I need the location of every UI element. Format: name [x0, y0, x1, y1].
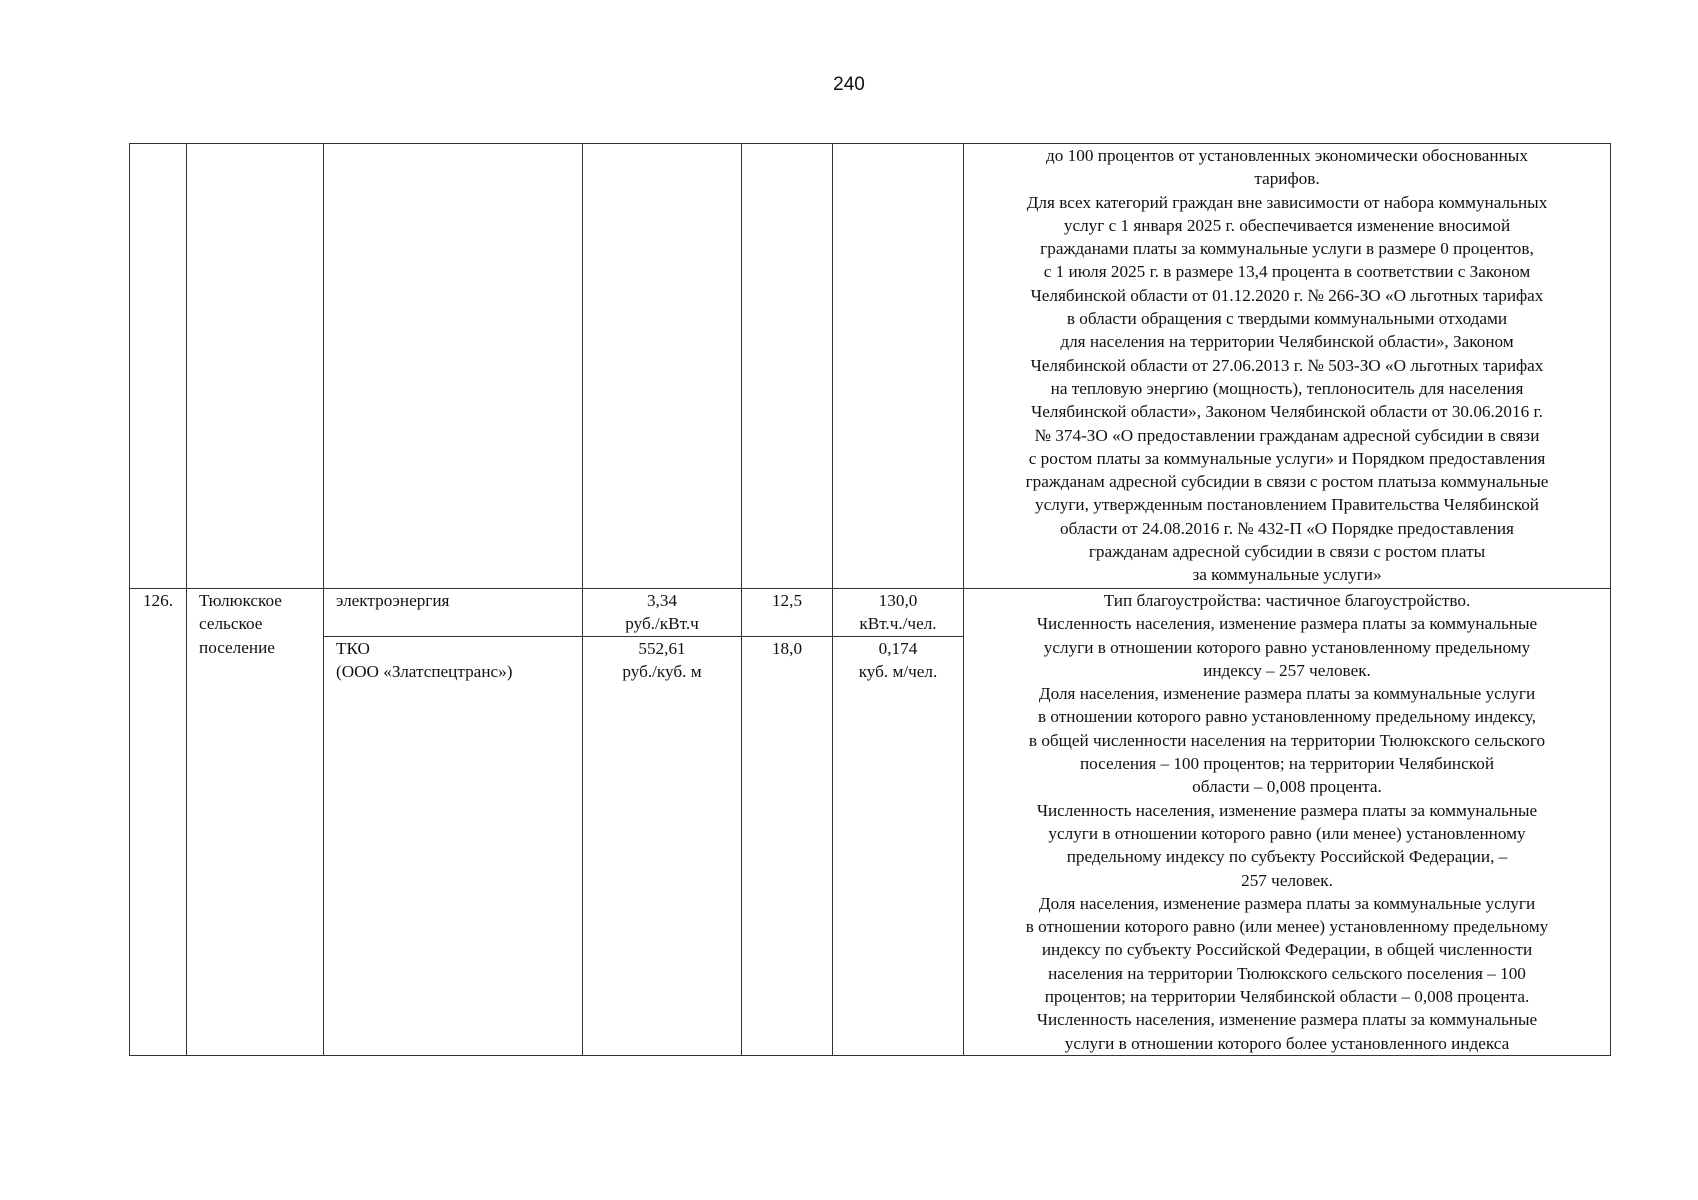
desc-line: № 374-ЗО «О предоставлении гражданам адресной субсидии в связи — [1034, 425, 1540, 445]
cont-norm-cell — [833, 144, 964, 589]
desc-line: для населения на территории Челябинской области», Законом — [1060, 332, 1514, 352]
service-index-cell — [742, 636, 833, 1055]
desc-line: за коммунальные услуги» — [1192, 565, 1382, 585]
service-name-cell — [324, 636, 583, 1055]
table-row-126 — [130, 589, 1611, 637]
desc-line: Численность населения, изменение размера платы за коммунальные — [1036, 800, 1538, 820]
row-number-cell — [130, 589, 187, 1056]
service-provider: (ООО «Златспецтранс») — [336, 661, 513, 681]
desc-line: услуг с 1 января 2025 г. обеспечивается изменение вносимой — [1063, 215, 1511, 235]
desc-line: в отношении которого равно установленному предельному индексу, — [1037, 707, 1537, 727]
norm-value: 130,0 — [878, 591, 918, 610]
tariff-value: 552,61 — [638, 638, 686, 658]
index-value: 18,0 — [771, 638, 803, 658]
desc-line: в общей численности населения на территории Тюлюкского сельского — [1028, 730, 1546, 750]
desc-line: услуги в отношении которого равно (или менее) установленному — [1048, 823, 1526, 843]
settlement-name-line: поселение — [199, 637, 275, 657]
row-number: 126. — [142, 591, 174, 610]
service-tariff-cell — [583, 589, 742, 637]
desc-line: Челябинской области от 27.06.2013 г. № 503-ЗО «О льготных тарифах — [1030, 355, 1544, 375]
desc-line: тарифов. — [1254, 169, 1320, 189]
page-number: 240 — [833, 74, 865, 95]
cont-name-cell — [187, 144, 324, 589]
tariff-unit: руб./кВт.ч — [625, 614, 699, 634]
desc-line: Челябинской области», Законом Челябинской области от 30.06.2016 г. — [1031, 402, 1543, 422]
desc-line: до 100 процентов от установленных экономически обоснованных — [1046, 146, 1528, 165]
tariff-table — [129, 143, 1611, 1056]
cont-tariff-cell — [583, 144, 742, 589]
desc-line: Доля населения, изменение размера платы за коммунальные услуги — [1038, 893, 1536, 913]
desc-line: индексу – 257 человек. — [1203, 660, 1371, 680]
desc-line: Численность населения, изменение размера платы за коммунальные — [1036, 1010, 1538, 1030]
desc-line: предельному индексу по субъекту Российской Федерации, – — [1066, 847, 1508, 867]
desc-line: услуги в отношении которого более установленного индекса — [1064, 1033, 1510, 1053]
cont-description-cell — [964, 144, 1611, 589]
cont-service-cell — [324, 144, 583, 589]
service-tariff-cell — [583, 636, 742, 1055]
service-norm-cell — [833, 589, 964, 637]
desc-line: гражданами платы за коммунальные услуги в размере 0 процентов, — [1040, 239, 1534, 259]
tariff-unit: руб./куб. м — [622, 661, 702, 681]
desc-line: Доля населения, изменение размера платы за коммунальные услуги — [1038, 684, 1536, 704]
service-norm-cell — [833, 636, 964, 1055]
settlement-name-line: сельское — [199, 614, 263, 634]
settlement-name-cell — [187, 589, 324, 1056]
service-name: электроэнергия — [336, 591, 450, 610]
desc-line: услуги, утвержденным постановлением Правительства Челябинской — [1034, 495, 1539, 515]
desc-line: индексу по субъекту Российской Федерации, в общей численности — [1041, 940, 1533, 960]
desc-line: в области обращения с твердыми коммунальными отходами — [1066, 309, 1508, 329]
service-name-cell — [324, 589, 583, 637]
desc-line: Челябинской области от 01.12.2020 г. № 266-ЗО «О льготных тарифах — [1030, 285, 1544, 305]
continuation-row — [130, 144, 1611, 589]
desc-line: Тип благоустройства: частичное благоустройство. — [1103, 591, 1471, 610]
cont-index-cell — [742, 144, 833, 589]
desc-line: на тепловую энергию (мощность), теплоноситель для населения — [1050, 378, 1524, 398]
description-cell — [964, 589, 1611, 1056]
service-index-cell — [742, 589, 833, 637]
index-value: 12,5 — [771, 591, 803, 610]
norm-unit: куб. м/чел. — [858, 661, 938, 681]
desc-line: области – 0,008 процента. — [1192, 777, 1382, 797]
cont-number-cell — [130, 144, 187, 589]
norm-value: 0,174 — [878, 638, 918, 658]
desc-line: в отношении которого равно (или менее) установленному предельному — [1025, 917, 1549, 937]
desc-line: Для всех категорий граждан вне зависимости от набора коммунальных — [1026, 192, 1548, 212]
service-name: ТКО — [336, 638, 370, 658]
tariff-value: 3,34 — [646, 591, 678, 610]
desc-line: гражданам адресной субсидии в связи с ростом платыза коммунальные — [1025, 472, 1549, 492]
desc-line: процентов; на территории Челябинской области – 0,008 процента. — [1044, 987, 1530, 1007]
settlement-name-line: Тюлюкское — [199, 591, 282, 610]
desc-line: с 1 июля 2025 г. в размере 13,4 процента в соответствии с Законом — [1043, 262, 1531, 282]
desc-line: Численность населения, изменение размера платы за коммунальные — [1036, 614, 1538, 634]
desc-line: гражданам адресной субсидии в связи с ростом платы — [1088, 542, 1486, 562]
desc-line: с ростом платы за коммунальные услуги» и Порядком предоставления — [1028, 448, 1546, 468]
desc-line: 257 человек. — [1241, 870, 1333, 890]
desc-line: услуги в отношении которого равно установленному предельному — [1043, 637, 1531, 657]
desc-line: поселения – 100 процентов; на территории Челябинской — [1079, 754, 1495, 774]
desc-line: населения на территории Тюлюкского сельского поселения – 100 — [1048, 963, 1526, 983]
norm-unit: кВт.ч./чел. — [859, 614, 937, 634]
desc-line: области от 24.08.2016 г. № 432-П «О Порядке предоставления — [1060, 518, 1514, 538]
